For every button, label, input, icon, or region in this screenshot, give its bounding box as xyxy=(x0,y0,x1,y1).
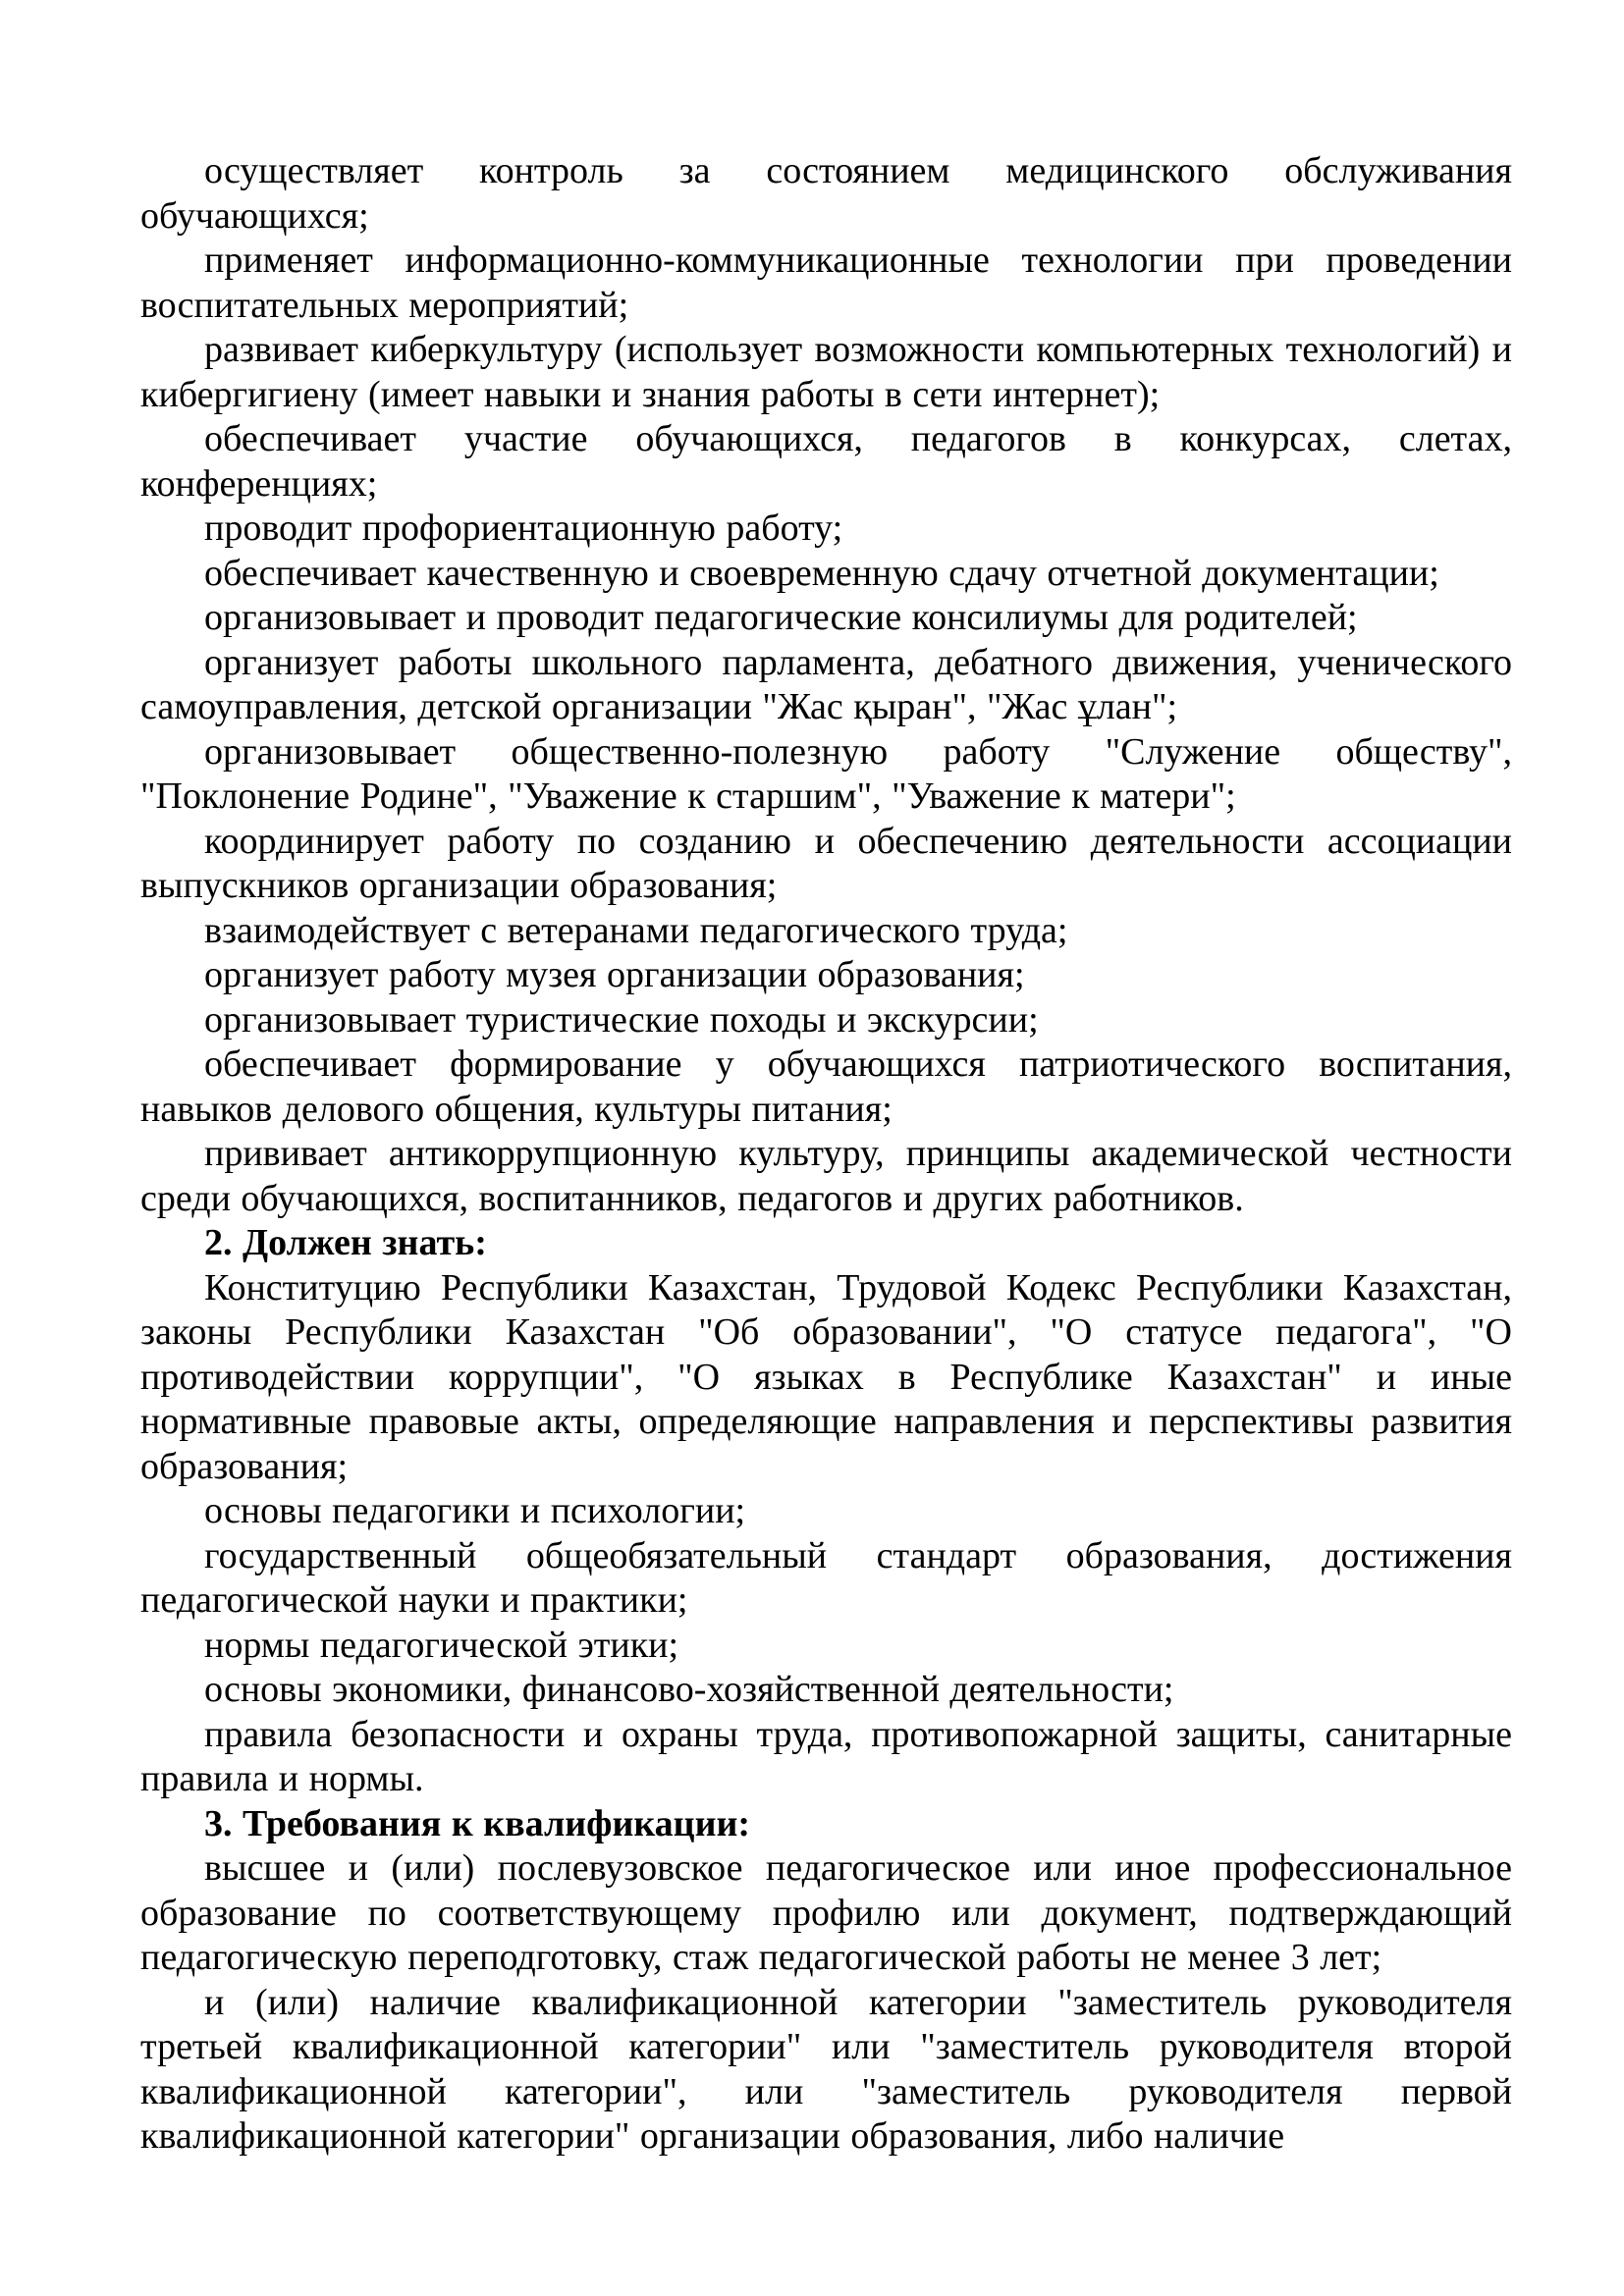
paragraph: организует работу музея организации образования; xyxy=(204,954,1025,995)
paragraph: обеспечивает формирование у обучающихся патриотического воспитания, навыков делового общения, культуры питания; xyxy=(140,1043,1512,1130)
section-heading: 2. Должен знать: xyxy=(204,1222,487,1263)
paragraph: нормы педагогической этики; xyxy=(204,1624,679,1666)
paragraph: применяет информационно-коммуникационные технологии при проведении воспитательных мероприятий; xyxy=(140,240,1512,326)
paragraph: развивает киберкультуру (использует возможности компьютерных технологий) и кибергигиену (имеет навыки и знания работы в сети интернет); xyxy=(140,329,1512,415)
paragraph: основы экономики, финансово-хозяйственной деятельности; xyxy=(204,1669,1174,1710)
paragraph: взаимодействует с ветеранами педагогического труда; xyxy=(204,909,1068,951)
paragraph: и (или) наличие квалификационной категории "заместитель руководителя третьей квалификационной категории" или "заместитель руководителя второй квалификационной категории", или "заместитель руководителя первой квалификационной категории" организации образования, либо наличие xyxy=(140,1981,1512,2157)
paragraph: организовывает туристические походы и экскурсии; xyxy=(204,998,1039,1041)
paragraph: организовывает общественно-полезную работу "Служение обществу", "Поклонение Родине", "Уважение к старшим", "Уважение к матери"; xyxy=(140,730,1512,817)
paragraph: координирует работу по созданию и обеспечению деятельности ассоциации выпускников организации образования; xyxy=(140,820,1512,906)
paragraph: правила безопасности и охраны труда, противопожарной защиты, санитарные правила и нормы. xyxy=(140,1713,1512,1799)
paragraph: государственный общеобязательный стандарт образования, достижения педагогической науки и практики; xyxy=(140,1534,1512,1621)
paragraph: прививает антикоррупционную культуру, принципы академической честности среди обучающихся, воспитанников, педагогов и других работников. xyxy=(140,1133,1512,1219)
paragraph: организовывает и проводит педагогические консилиумы для родителей; xyxy=(204,597,1358,638)
document-body xyxy=(140,149,1512,2160)
section-heading: 3. Требования к квалификации: xyxy=(204,1802,751,1844)
paragraph: обеспечивает качественную и своевременную сдачу отчетной документации; xyxy=(204,552,1439,594)
paragraph: высшее и (или) послевузовское педагогическое или иное профессиональное образование по соответствующему профилю или документ, подтверждающий педагогическую переподготовку, стаж педагогической работы не менее 3 лет; xyxy=(140,1847,1512,1978)
paragraph: организует работы школьного парламента, дебатного движения, ученического самоуправления, детской организации "Жас қыран", "Жас ұлан"; xyxy=(140,641,1512,727)
paragraph: основы педагогики и психологии; xyxy=(204,1490,746,1531)
paragraph: обеспечивает участие обучающихся, педагогов в конкурсах, слетах, конференциях; xyxy=(140,418,1512,505)
paragraph: осуществляет контроль за состоянием медицинского обслуживания обучающихся; xyxy=(140,150,1512,237)
paragraph: проводит профориентационную работу; xyxy=(204,507,843,549)
paragraph: Конституцию Республики Казахстан, Трудовой Кодекс Республики Казахстан, законы Республики Казахстан "Об образовании", "О статусе педагога", "О противодействии коррупции", "О языках в Республике Казахстан" и иные нормативные правовые акты, определяющие направления и перспективы развития образования; xyxy=(140,1266,1512,1487)
